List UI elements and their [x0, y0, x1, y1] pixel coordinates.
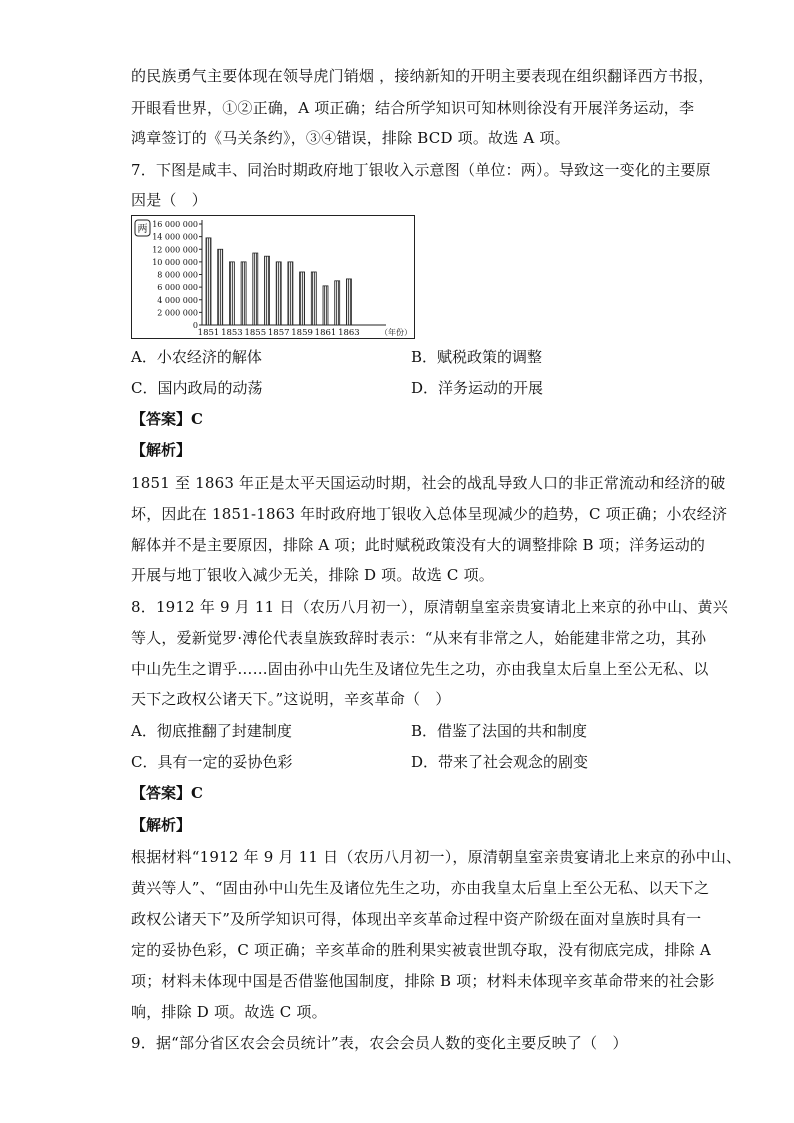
analysis-line: 1851 至 1863 年正是太平天国运动时期，社会的战乱导致人口的非正常流动和经济的破 — [131, 474, 726, 492]
bar — [253, 253, 258, 325]
analysis-label: 【解析】 — [131, 816, 192, 834]
bar — [311, 272, 316, 325]
bar — [206, 238, 211, 325]
analysis-line: 坏，因此在 1851-1863 年时政府地丁银收入总体呈现减少的趋势，C 项正确；小农经济 — [131, 505, 728, 523]
x-tick-label: 1851 — [197, 328, 220, 338]
bar — [335, 281, 340, 325]
y-tick-label: 8 000 000 — [157, 270, 198, 280]
unit-label: 两 — [137, 224, 148, 235]
land-tax-bar-chart — [131, 215, 415, 339]
x-tick-label: 1855 — [244, 328, 267, 338]
bar — [300, 272, 305, 325]
y-tick-label: 12 000 000 — [152, 245, 198, 255]
option-a: A．彻底推翻了封建制度 — [131, 722, 292, 740]
analysis-line: 根据材料“1912 年 9 月 11 日（农历八月初一），原清朝皇室亲贵宴请北上来京的孙中山、 — [131, 848, 742, 866]
analysis-label: 【解析】 — [131, 441, 192, 459]
x-tick-label: 1859 — [291, 328, 313, 338]
text-line: 开眼看世界，①②正确，A 项正确；结合所学知识可知林则徐没有开展洋务运动，李 — [131, 99, 695, 117]
question-8-stem: 天下之政权公诸天下。”这说明，辛亥革命（ ） — [131, 690, 451, 708]
chart-svg — [132, 216, 414, 338]
bar — [218, 249, 223, 325]
bar — [323, 286, 328, 325]
y-tick-label: 10 000 000 — [152, 257, 198, 267]
analysis-line: 项；材料未体现中国是否借鉴他国制度，排除 B 项；材料未体现辛亥革命带来的社会影 — [131, 972, 715, 990]
y-tick-label: 6 000 000 — [157, 283, 198, 293]
bar — [288, 262, 293, 325]
option-c: C．国内政局的动荡 — [131, 379, 263, 397]
x-tick-label: 1863 — [338, 328, 360, 338]
question-9-stem: 9．据“部分省区农会会员统计”表，农会会员人数的变化主要反映了（ ） — [131, 1034, 628, 1052]
analysis-line: 定的妥协色彩，C 项正确；辛亥革命的胜利果实被袁世凯夺取，没有彻底完成，排除 A — [131, 941, 711, 959]
x-axis-label: （年份） — [380, 328, 412, 337]
option-d: D．带来了社会观念的剧变 — [411, 753, 589, 771]
analysis-line: 开展与地丁银收入减少无关，排除 D 项。故选 C 项。 — [131, 566, 494, 584]
question-8-stem: 等人，爱新觉罗·溥伦代表皇族致辞时表示：“从来有非常之人，始能建非常之功，其孙 — [131, 629, 707, 647]
option-b: B．借鉴了法国的共和制度 — [411, 722, 588, 740]
x-tick-label: 1853 — [221, 328, 243, 338]
question-7-stem: 因是（ ） — [131, 191, 208, 209]
option-b: B．赋税政策的调整 — [411, 348, 543, 366]
bar — [346, 279, 351, 325]
answer-label: 【答案】C — [131, 410, 203, 428]
analysis-line: 政权公诸天下”及所学知识可得，体现出辛亥革命过程中资产阶级在面对皇族时具有一 — [131, 910, 702, 928]
analysis-line: 解体并不是主要原因，排除 A 项；此时赋税政策没有大的调整排除 B 项；洋务运动的 — [131, 536, 706, 554]
y-tick-label: 4 000 000 — [157, 295, 198, 305]
analysis-line: 黄兴等人”、“固由孙中山先生及诸位先生之功，亦由我皇太后皇上至公无私、以天下之 — [131, 879, 710, 897]
bar — [265, 256, 270, 325]
option-a: A．小农经济的解体 — [131, 348, 262, 366]
option-d: D．洋务运动的开展 — [411, 379, 544, 397]
y-tick-label: 0 — [192, 321, 198, 330]
bar — [241, 262, 246, 325]
question-7-stem: 7．下图是咸丰、同治时期政府地丁银收入示意图（单位：两）。导致这一变化的主要原 — [131, 161, 711, 179]
bar — [229, 262, 234, 325]
x-tick-label: 1861 — [314, 328, 337, 338]
text-line: 鸿章签订的《马关条约》，③④错误，排除 BCD 项。故选 A 项。 — [131, 129, 570, 147]
text-line: 的民族勇气主要体现在领导虎门销烟 ，接纳新知的开明主要表现在组织翻译西方书报， — [131, 67, 714, 85]
option-c: C．具有一定的妥协色彩 — [131, 753, 293, 771]
answer-label: 【答案】C — [131, 784, 203, 802]
question-8-stem: 8．1912 年 9 月 11 日（农历八月初一），原清朝皇室亲贵宴请北上来京的孙中山、黄兴 — [131, 598, 728, 616]
analysis-line: 响，排除 D 项。故选 C 项。 — [131, 1003, 327, 1021]
y-tick-label: 16 000 000 — [152, 220, 198, 229]
bar — [276, 262, 281, 325]
question-8-stem: 中山先生之谓乎……固由孙中山先生及诸位先生之功，亦由我皇太后皇上至公无私、以 — [131, 660, 709, 678]
y-tick-label: 14 000 000 — [152, 232, 198, 242]
x-tick-label: 1857 — [267, 328, 290, 338]
y-tick-label: 2 000 000 — [157, 308, 198, 318]
